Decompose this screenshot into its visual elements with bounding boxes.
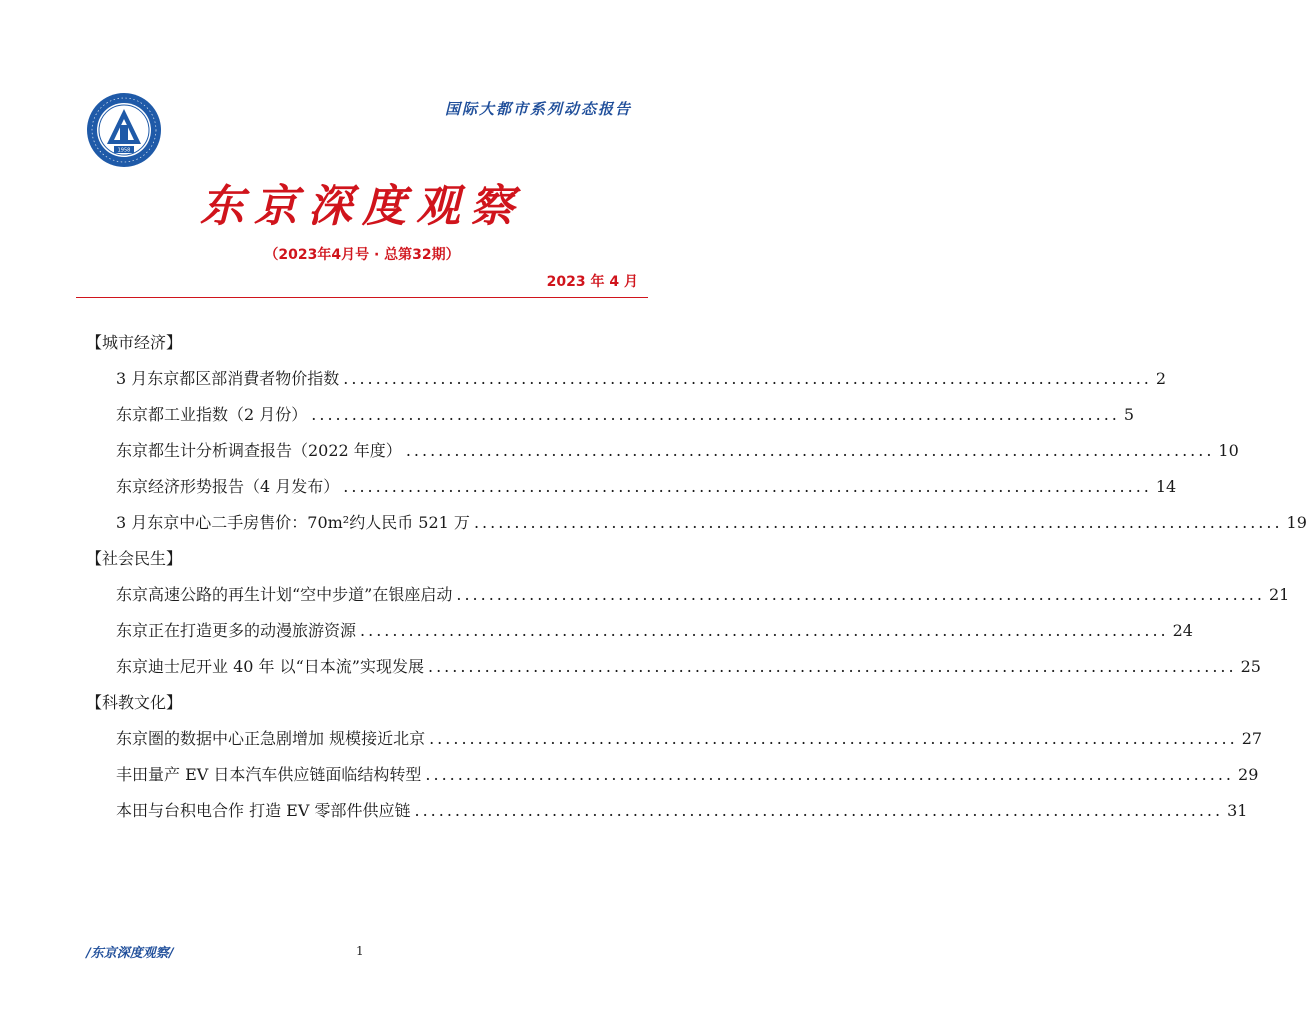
section-heading-social-livelihood: 【社会民生】 bbox=[86, 549, 183, 568]
footer-publication-title: /东京深度观察/ bbox=[86, 946, 174, 961]
series-title: 国际大都市系列动态报告 bbox=[444, 100, 632, 118]
toc-entry-page: 2 bbox=[1155, 369, 1167, 388]
logo-year: 1958 bbox=[117, 147, 131, 154]
toc-entry-title: 东京高速公路的再生计划“空中步道”在银座启动 bbox=[116, 585, 453, 604]
toc-entry-page: 25 bbox=[1240, 657, 1261, 676]
toc-entry[interactable] bbox=[86, 397, 1135, 433]
toc-entry-title: 东京都工业指数（2 月份） bbox=[116, 405, 308, 424]
toc-leader-dots: .................................................................................................... bbox=[425, 765, 1235, 784]
toc-entry-page: 24 bbox=[1172, 621, 1193, 640]
toc-leader-dots: .................................................................................................... bbox=[311, 405, 1120, 424]
toc-entry[interactable] bbox=[86, 649, 1261, 685]
section-heading-urban-economy: 【城市经济】 bbox=[86, 333, 183, 352]
table-of-contents bbox=[86, 325, 1307, 829]
toc-leader-dots: .................................................................................................... bbox=[456, 585, 1265, 604]
issue-number: （2023年4月号 · 总第32期） bbox=[264, 247, 460, 263]
toc-entry-title: 本田与台积电合作 打造 EV 零部件供应链 bbox=[116, 801, 411, 820]
toc-entry-title: 3 月东京都区部消費者物价指数 bbox=[116, 369, 340, 388]
toc-entry-page: 5 bbox=[1123, 405, 1135, 424]
toc-entry-title: 3 月东京中心二手房售价：70m²约人民币 521 万 bbox=[116, 513, 470, 532]
issue-date: 2023 年 4 月 bbox=[546, 274, 638, 290]
toc-entry[interactable] bbox=[86, 361, 1167, 397]
toc-entry-title: 东京正在打造更多的动漫旅游资源 bbox=[116, 621, 357, 640]
toc-entry-page: 31 bbox=[1227, 801, 1248, 820]
report-title: 东京深度观察 bbox=[200, 181, 524, 232]
page-number: 1 bbox=[356, 944, 364, 958]
institution-logo bbox=[86, 92, 162, 168]
toc-leader-dots: .................................................................................................... bbox=[405, 441, 1215, 460]
toc-entry-page: 29 bbox=[1238, 765, 1259, 784]
institution-seal-icon bbox=[86, 92, 162, 168]
toc-entry-title: 东京经济形势报告（4 月发布） bbox=[116, 477, 340, 496]
toc-entry-page: 27 bbox=[1241, 729, 1263, 748]
toc-entry[interactable] bbox=[86, 469, 1177, 505]
toc-entry[interactable] bbox=[86, 721, 1263, 757]
toc-leader-dots: .................................................................................................... bbox=[414, 801, 1224, 820]
toc-entry-title: 东京都生计分析调查报告（2022 年度） bbox=[116, 441, 402, 460]
toc-leader-dots: .................................................................................................... bbox=[343, 477, 1152, 496]
toc-entry[interactable] bbox=[86, 757, 1259, 793]
toc-entry-title: 丰田量产 EV 日本汽车供应链面临结构转型 bbox=[116, 765, 422, 784]
toc-entry-page: 19 bbox=[1286, 513, 1307, 532]
toc-entry[interactable] bbox=[86, 433, 1239, 469]
toc-entry[interactable] bbox=[86, 793, 1248, 829]
toc-leader-dots: .................................................................................................... bbox=[427, 657, 1237, 676]
toc-leader-dots: .................................................................................................... bbox=[343, 369, 1152, 388]
toc-leader-dots: .................................................................................................... bbox=[429, 729, 1238, 748]
toc-leader-dots: .................................................................................................... bbox=[473, 513, 1283, 532]
toc-entry-title: 东京迪士尼开业 40 年 以“日本流”实现发展 bbox=[116, 657, 424, 676]
toc-entry-page: 21 bbox=[1268, 585, 1290, 604]
toc-leader-dots: .................................................................................................... bbox=[360, 621, 1169, 640]
header-divider bbox=[76, 297, 648, 298]
toc-entry[interactable] bbox=[86, 505, 1307, 541]
toc-entry[interactable] bbox=[86, 613, 1193, 649]
section-heading-science-culture: 【科教文化】 bbox=[86, 693, 183, 712]
toc-entry[interactable] bbox=[86, 577, 1290, 613]
toc-entry-page: 10 bbox=[1218, 441, 1239, 460]
toc-entry-page: 14 bbox=[1155, 477, 1177, 496]
toc-entry-title: 东京圏的数据中心正急剧增加 规模接近北京 bbox=[116, 729, 426, 748]
